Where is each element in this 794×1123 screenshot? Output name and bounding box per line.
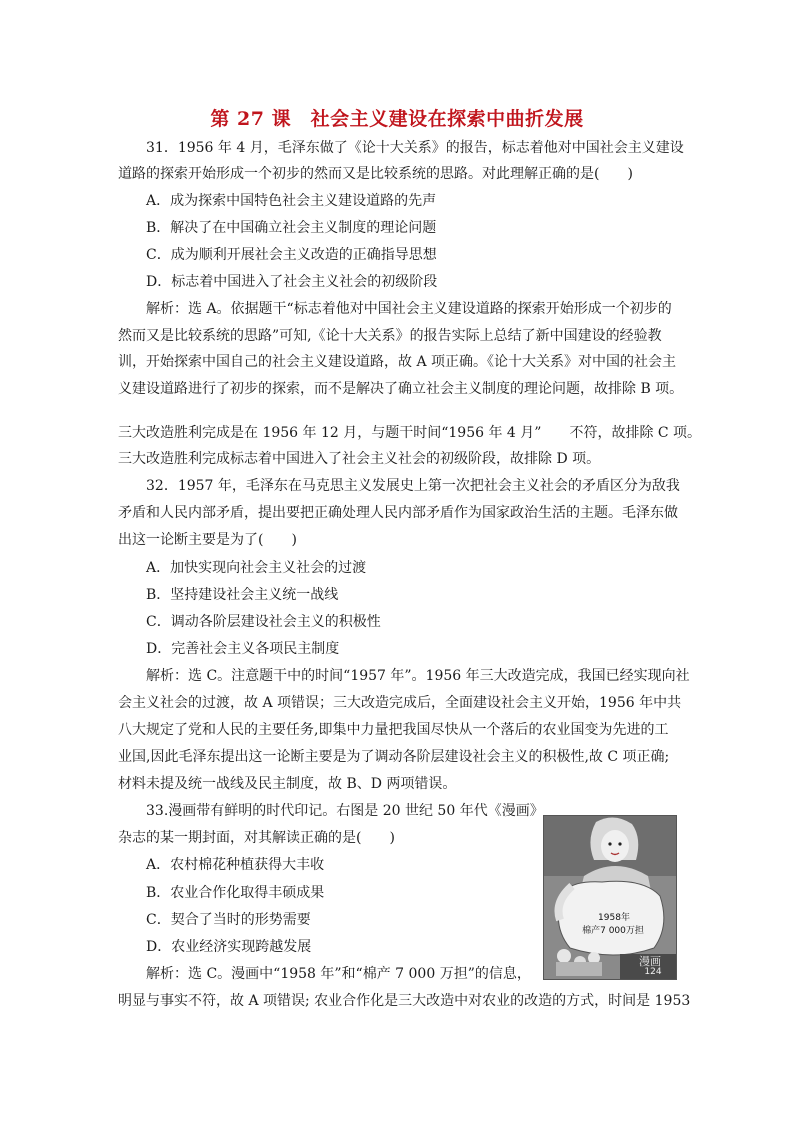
q31-option-a: A．成为探索中国特色社会主义建设道路的先声 (146, 193, 437, 209)
magazine-cover-image (543, 815, 677, 980)
cover-caption-year: 1958年 (598, 913, 630, 923)
q31-analysis-line: 三大改造胜利完成标志着中国进入了社会主义社会的初级阶段，故排除 D 项。 (118, 451, 601, 467)
q32-stem-line: 矛盾和人民内部矛盾，提出要把正确处理人民内部矛盾作为国家政治生活的主题。毛泽东做 (118, 505, 678, 521)
q33-option-c: C．契合了当时的形势需要 (146, 912, 311, 928)
q31-stem-line: 31．1956 年 4 月，毛泽东做了《论十大关系》的报告，标志着他对中国社会主义建设 (146, 140, 684, 156)
q32-analysis-line: 八大规定了党和人民的主要任务,即集中力量把我国尽快从一个落后的农业国变为先进的工 (118, 722, 669, 738)
q32-stem-line: 出这一论断主要是为了( ) (118, 532, 297, 548)
q33-analysis-line: 解析：选 C。漫画中“1958 年”和“棉产 7 000 万担”的信息， (146, 966, 531, 982)
q32-option-a: A．加快实现向社会主义社会的过渡 (146, 560, 367, 576)
q33-stem-line: 33.漫画带有鲜明的时代印记。右图是 20 世纪 50 年代《漫画》 (146, 803, 544, 819)
q31-analysis-line: 解析：选 A。依据题干“标志着他对中国社会主义建设道路的探索开始形成一个初步的 (146, 301, 672, 317)
q31-option-d: D．标志着中国进入了社会主义社会的初级阶段 (146, 274, 438, 290)
q31-analysis-line: 然而又是比较系统的思路”可知,《论十大关系》的报告实际上总结了新中国建设的经验教 (118, 328, 662, 344)
q31-option-b: B．解决了在中国确立社会主义制度的理论问题 (146, 220, 437, 236)
q32-analysis-line: 解析：选 C。注意题干中的时间“1957 年”。1956 年三大改造完成，我国已经实现向社 (146, 668, 690, 684)
q33-option-b: B．农业合作化取得丰硕成果 (146, 885, 325, 901)
q32-option-b: B．坚持建设社会主义统一战线 (146, 587, 339, 603)
cover-issue-number: 124 (644, 967, 662, 977)
q32-option-d: D．完善社会主义各项民主制度 (146, 641, 340, 657)
q31-option-c: C．成为顺利开展社会主义改造的正确指导思想 (146, 247, 437, 263)
q32-analysis-line: 会主义社会的过渡，故 A 项错误；三大改造完成后，全面建设社会主义开始，1956 年中共 (118, 695, 682, 711)
q33-option-d: D．农业经济实现跨越发展 (146, 939, 312, 955)
q31-stem-line: 道路的探索开始形成一个初步的然而又是比较系统的思路。对此理解正确的是( ) (118, 166, 633, 182)
q33-stem-line: 杂志的某一期封面，对其解读正确的是( ) (118, 830, 395, 846)
q33-option-a: A．农村棉花种植获得大丰收 (146, 857, 325, 873)
q31-analysis-line: 三大改造胜利完成是在 1956 年 12 月，与题干时间“1956 年 4 月” 不符，故排除 C 项。 (118, 425, 702, 441)
q31-analysis-line: 训，开始探索中国自己的社会主义建设道路，故 A 项正确。《论十大关系》对中国的社会主 (118, 354, 677, 370)
q32-stem-line: 32．1957 年，毛泽东在马克思主义发展史上第一次把社会主义社会的矛盾区分为敌我 (146, 478, 680, 494)
cover-caption-cotton: 棉产7 000万担 (582, 926, 644, 936)
page-title: 第 27 课 社会主义建设在探索中曲折发展 (210, 108, 584, 130)
q32-analysis-line: 业国,因此毛泽东提出这一论断主要是为了调动各阶层建设社会主义的积极性,故 C 项正确; (118, 749, 670, 765)
q31-analysis-line: 义建设道路进行了初步的探索，而不是解决了确立社会主义制度的理论问题，故排除 B 项。 (118, 381, 684, 397)
q33-analysis-line: 明显与事实不符，故 A 项错误; 农业合作化是三大改造中对农业的改造的方式，时间是 1953 (118, 993, 691, 1009)
cover-logo: 漫画 (639, 955, 661, 968)
q32-option-c: C．调动各阶层建设社会主义的积极性 (146, 614, 381, 630)
q32-analysis-line: 材料未提及统一战线及民主制度，故 B、D 两项错误。 (118, 776, 457, 792)
